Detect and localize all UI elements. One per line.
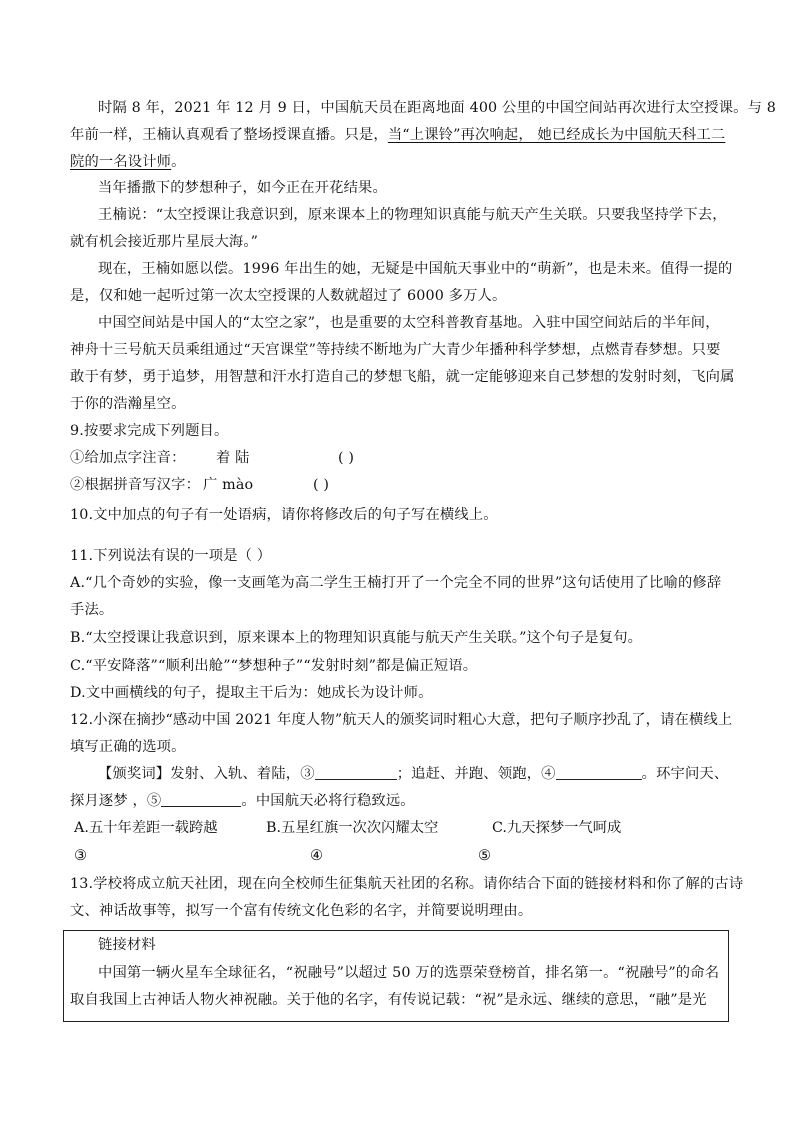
q12-option-c: C.九天探梦一气呵成: [492, 820, 622, 836]
award-text: 探月逐梦 ，⑤: [70, 793, 162, 809]
blank-4[interactable]: [556, 765, 642, 780]
passage-p1-line2: [70, 125, 725, 145]
passage-p3-line1: 王楠说：“太空授课让我意识到，原来课本上的物理知识真能与航天产生关联。只要我坚持学下去，: [98, 207, 727, 223]
q9-item2-label: ②根据拼音写汉字：: [70, 477, 201, 493]
passage-text: 。: [171, 154, 186, 170]
q11-option-b: B.“太空授课让我意识到，原来课本上的物理知识真能与航天产生关联。”这个句子是复句。: [70, 630, 643, 646]
q12-title-line1: 12.小深在摘抄“感动中国 2021 年度人物”航天人的颁奖词时粗心大意，把句子顺序抄乱了，请在横线上: [70, 712, 733, 728]
q9-item1-word: 着 陆: [216, 450, 250, 466]
link-material-line2: 取自我国上古神话人物火神祝融。关于他的名字，有传说记载：“祝”是永远、继续的意思，“融”是光: [70, 992, 707, 1008]
q11-option-a-line2: 手法。: [70, 602, 114, 618]
q12-award-line2: [70, 791, 415, 811]
link-material-title: 链接材料: [98, 937, 156, 953]
award-text: ；追赶、并跑、领跑，④: [396, 766, 556, 782]
passage-p4-line2: 是，仅和她一起听过第一次太空授课的人数就超过了 6000 多万人。: [70, 288, 507, 304]
underlined-sentence: 当“上课铃”再次响起， 她已经成长为中国航天科工二: [387, 127, 726, 143]
q9-item2-answer-paren[interactable]: ( ): [313, 477, 330, 493]
q13-title-line2: 文、神话故事等，拟写一个富有传统文化色彩的名字，并简要说明理由。: [70, 903, 533, 919]
q12-answer-slot-5[interactable]: ⑤: [478, 848, 491, 864]
q9-title: 9.按要求完成下列题目。: [70, 423, 229, 439]
q12-option-b: B.五星红旗一次次闪耀太空: [266, 820, 439, 836]
q13-title-line1: 13.学校将成立航天社团，现在向全校师生征集航天社团的名称。请你结合下面的链接材料和你了解的古诗: [70, 876, 744, 892]
award-text: 。环宇问天、: [641, 766, 729, 782]
q10-title: 10.文中加点的句子有一处语病，请你将修改后的句子写在横线上。: [70, 507, 498, 523]
passage-p1-line1: 时隔 8 年，2021 年 12 月 9 日，中国航天员在距离地面 400 公里的中国空间站再次进行太空授课。与 8: [98, 100, 776, 116]
award-text: 。中国航天必将行稳致远。: [241, 793, 415, 809]
passage-p4-line1: 现在，王楠如愿以偿。1996 年出生的她，无疑是中国航天事业中的“萌新”，也是未来。值得一提的: [98, 261, 733, 277]
q12-answer-slot-4[interactable]: ④: [310, 848, 323, 864]
link-material-line1: 中国第一辆火星车全球征名，“祝融号”以超过 50 万的选票荣登榜首，排名第一。“祝融号”的命名: [98, 965, 720, 981]
blank-3[interactable]: [315, 765, 397, 780]
q11-option-d: D.文中画横线的句子，提取主干后为：她成长为设计师。: [70, 685, 433, 701]
q11-option-a-line1: A.“几个奇妙的实验，像一支画笔为高二学生王楠打开了一个完全不同的世界”这句话使用了比喻的修辞: [70, 575, 722, 591]
q9-item2-word: 广 mào: [203, 477, 254, 493]
q12-answer-slot-3[interactable]: ③: [74, 848, 87, 864]
blank-5[interactable]: [161, 792, 241, 807]
q9-item1-label: ①给加点字注音：: [70, 450, 186, 466]
q9-item1: [70, 448, 354, 468]
passage-p1-line3: [70, 152, 186, 172]
q9-item2: [70, 475, 329, 495]
passage-p5-line2: 神舟十三号航天员乘组通过“天宫课堂”等持续不断地为广大青少年播种科学梦想，点燃青春梦想。只要: [70, 342, 721, 358]
q12-award-line1: [98, 764, 728, 784]
award-text: 【颁奖词】发射、入轨、着陆，③: [98, 766, 315, 782]
q9-item1-answer-paren[interactable]: ( ): [338, 450, 355, 466]
passage-p5-line4: 于你的浩瀚星空。: [70, 396, 186, 412]
q11-title: 11.下列说法有误的一项是（ ）: [70, 548, 272, 564]
passage-text: 年前一样，王楠认真观看了整场授课直播。只是，: [70, 127, 388, 143]
underlined-sentence: 院的一名设计师: [70, 154, 172, 170]
passage-p5-line1: 中国空间站是中国人的“太空之家”，也是重要的太空科普教育基地。入驻中国空间站后的半年间，: [98, 315, 720, 331]
passage-p2: 当年播撒下的梦想种子，如今正在开花结果。: [98, 180, 387, 196]
passage-p3-line2: 就有机会接近那片星辰大海。”: [70, 234, 259, 250]
q11-option-c: C.“平安降落”“顺利出舱”“梦想种子”“发射时刻”都是偏正短语。: [70, 658, 478, 674]
passage-p5-line3: 敢于有梦，勇于追梦，用智慧和汗水打造自己的梦想飞船，就一定能够迎来自己梦想的发射时刻，飞向属: [70, 369, 735, 385]
q12-option-a: A.五十年差距一载跨越: [74, 820, 218, 836]
q12-title-line2: 填写正确的选项。: [70, 739, 186, 755]
